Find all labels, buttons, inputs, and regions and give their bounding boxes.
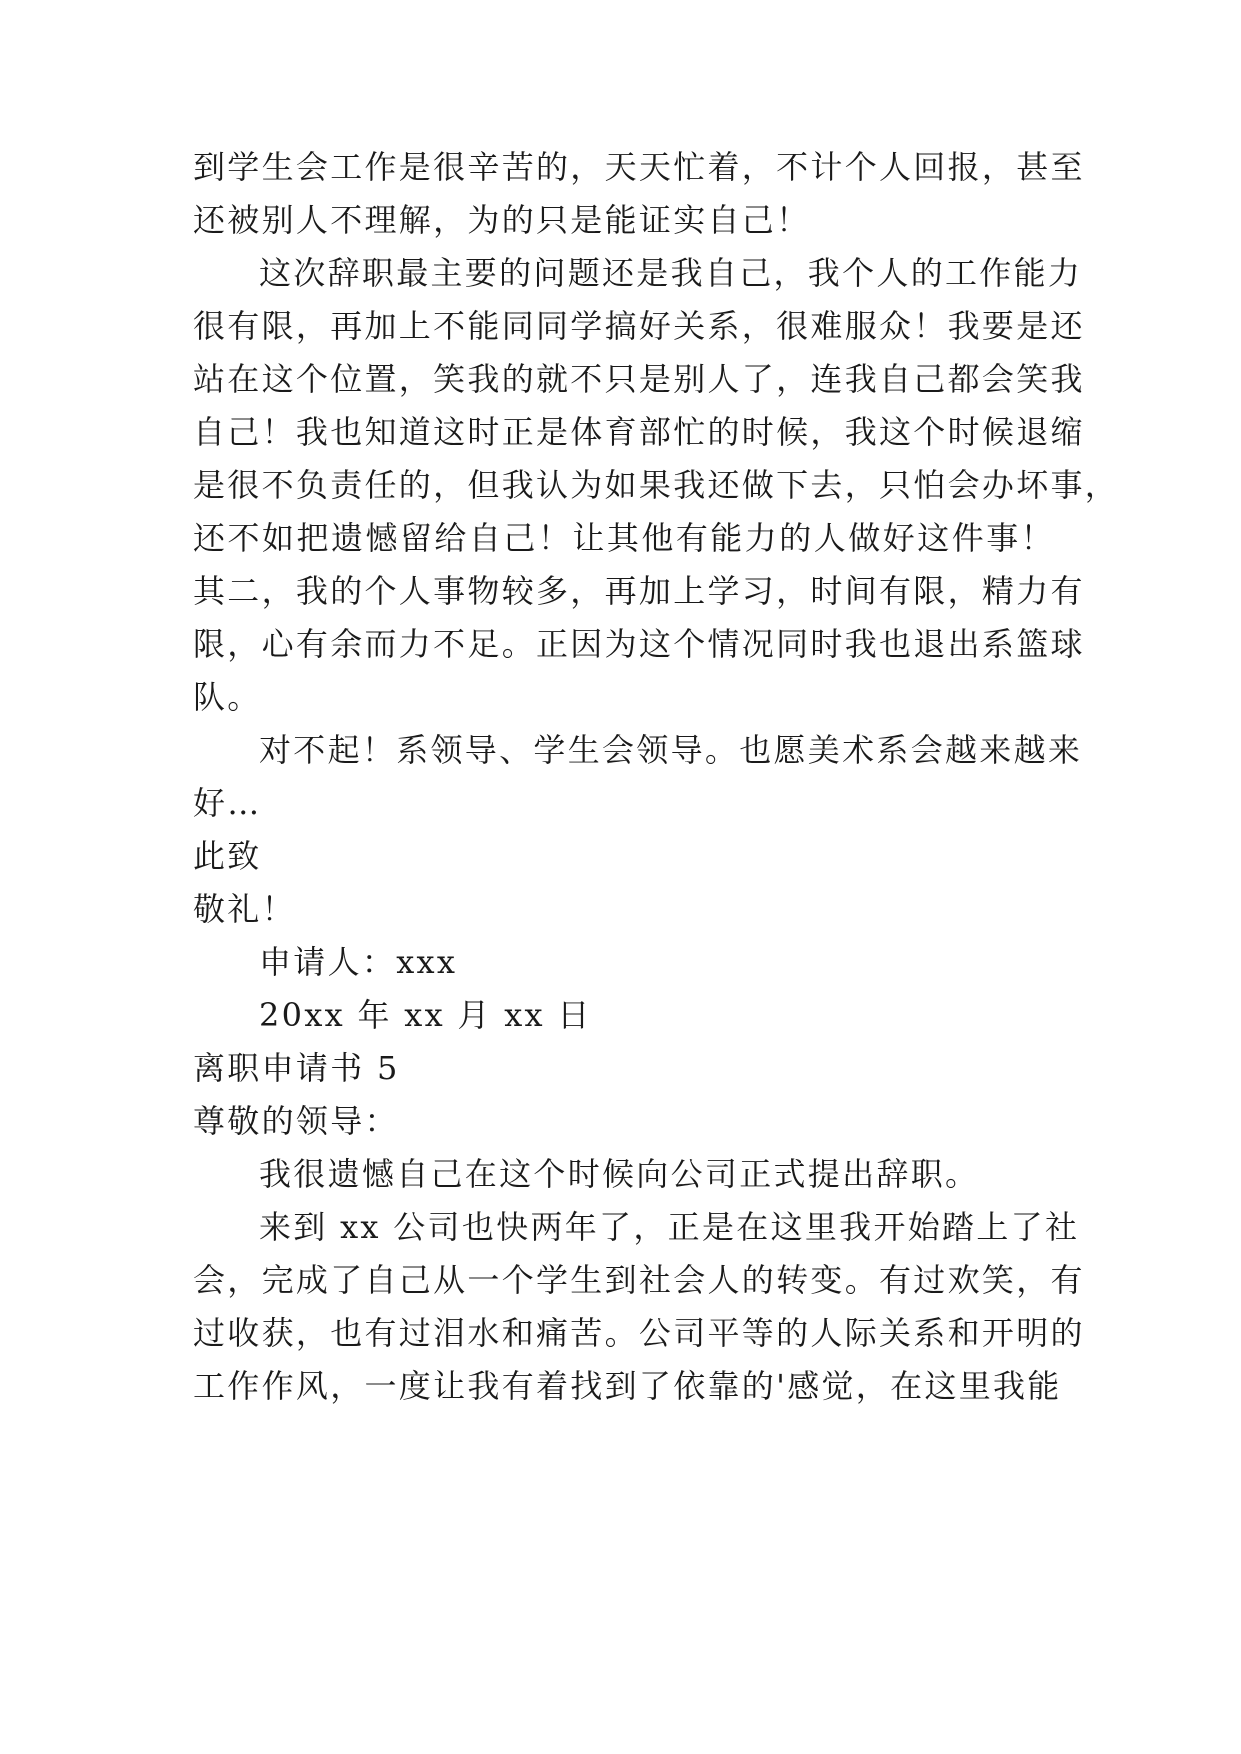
closing-salutation: 此致 [193, 837, 262, 875]
closing-respect: 敬礼！ [193, 890, 296, 928]
text-line: 站在这个位置，笑我的就不只是别人了，连我自己都会笑我 [193, 360, 1085, 398]
text-line: 还被别人不理解，为的只是能证实自己！ [193, 201, 811, 239]
text-line: 还不如把遗憾留给自己！让其他有能力的人做好这件事！ [193, 519, 1055, 557]
text-line: 很有限，再加上不能同同学搞好关系，很难服众！我要是还 [193, 307, 1085, 345]
text-line: 限，心有余而力不足。正因为这个情况同时我也退出系篮球 [193, 625, 1085, 663]
text-line: 到学生会工作是很辛苦的，天天忙着，不计个人回报，甚至 [193, 148, 1085, 186]
text-line: 过收获，也有过泪水和痛苦。公司平等的人际关系和开明的 [193, 1314, 1085, 1352]
text-line: 工作作风，一度让我有着找到了依靠的'感觉，在这里我能 [193, 1367, 1062, 1405]
applicant-signature: 申请人：xxx [259, 943, 458, 981]
text-line: 会，完成了自己从一个学生到社会人的转变。有过欢笑，有 [193, 1261, 1085, 1299]
text-line: 其二，我的个人事物较多，再加上学习，时间有限，精力有 [193, 572, 1085, 610]
text-line: 队。 [193, 678, 262, 716]
section-title: 离职申请书 5 [193, 1049, 400, 1087]
paragraph-first-line: 对不起！系领导、学生会领导。也愿美术系会越来越来 [259, 731, 1083, 769]
text-line: 是很不负责任的，但我认为如果我还做下去，只怕会办坏事， [193, 466, 1120, 504]
text-line: 自己！我也知道这时正是体育部忙的时候，我这个时候退缩 [193, 413, 1085, 451]
paragraph-first-line: 我很遗憾自己在这个时候向公司正式提出辞职。 [259, 1155, 980, 1193]
paragraph-first-line: 来到 xx 公司也快两年了，正是在这里我开始踏上了社 [259, 1208, 1080, 1246]
text-line: 好… [193, 784, 262, 822]
signature-date: 20xx 年 xx 月 xx 日 [259, 996, 592, 1034]
greeting: 尊敬的领导： [193, 1102, 399, 1140]
paragraph-first-line: 这次辞职最主要的问题还是我自己，我个人的工作能力 [259, 254, 1083, 292]
